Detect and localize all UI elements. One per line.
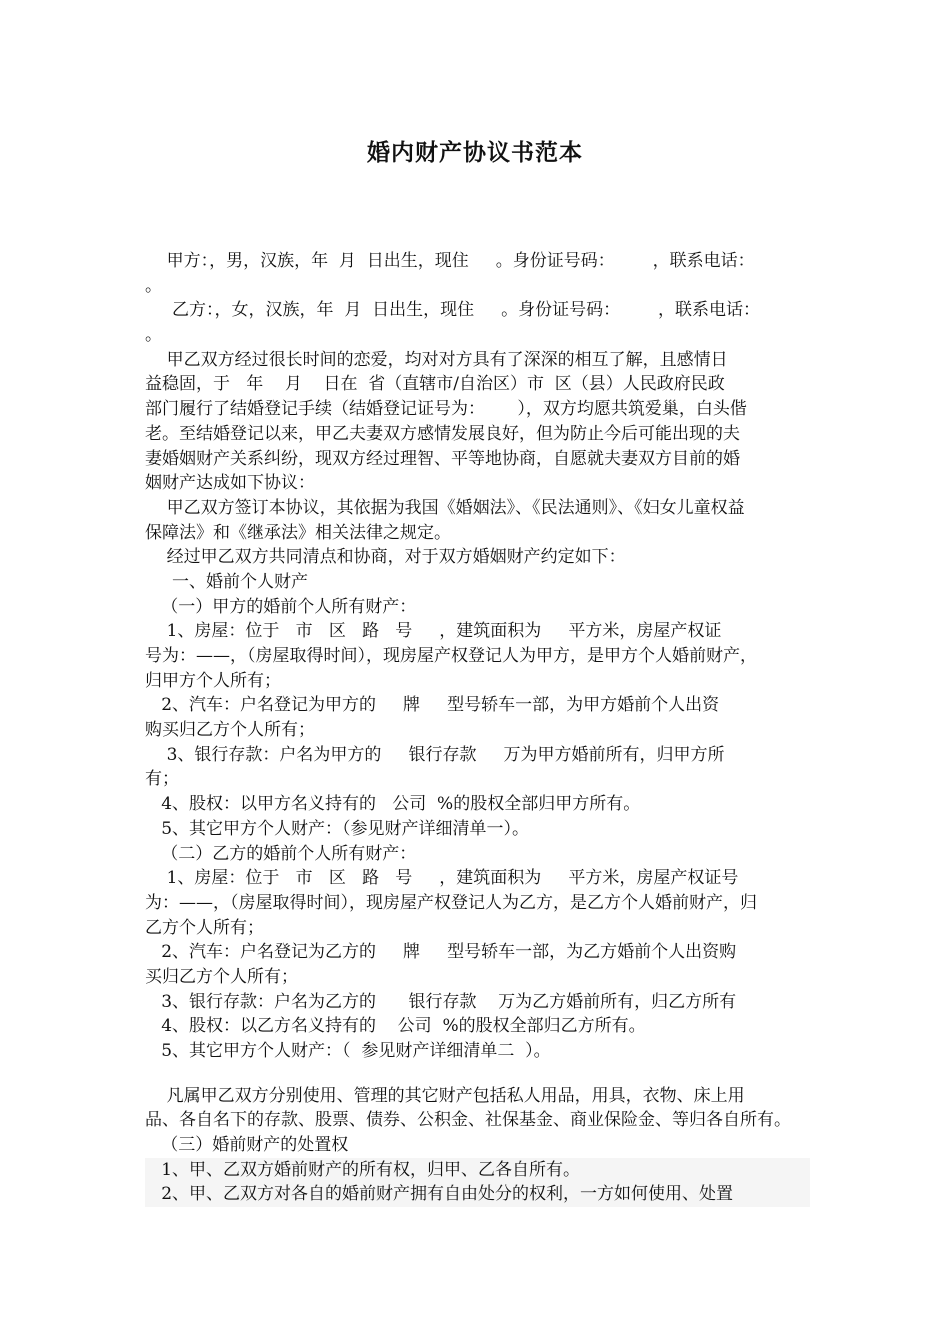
paragraph-line: 2、汽车：户名登记为甲方的 牌 型号轿车一部，为甲方婚前个人出资 [145,695,720,716]
paragraph-line: 益稳固，于 年 月 日在 省（直辖市/自治区）市 区（县）人民政府民政 [145,374,725,395]
paragraph-line: 号为：——，（房屋取得时间），现房屋产权登记人为甲方，是甲方个人婚前财产， [145,646,757,666]
paragraph-line: 部门履行了结婚登记手续（结婚登记证号为： ），双方均愿共筑爱巢，白头偕 [145,399,747,420]
paragraph-line: 买归乙方个人所有； [145,966,298,987]
paragraph-line: 1、甲、乙双方婚前财产的所有权，归甲、乙各自所有。 [145,1158,810,1183]
paragraph-line: 妻婚姻财产关系纠纷，现双方经过理智、平等地协商，自愿就夫妻双方目前的婚 [145,448,740,469]
paragraph-line [145,1064,810,1084]
paragraph-line: 2、甲、乙双方对各自的婚前财产拥有自由处分的权利，一方如何使用、处置 [145,1182,810,1207]
paragraph-line: 。 [145,275,162,296]
paragraph-line: 甲乙双方经过很长时间的恋爱，均对对方具有了深深的相互了解，且感情日 [145,349,728,370]
paragraph-line: 1、房屋：位于 市 区 路 号 ，建筑面积为 平方米，房屋产权证号 [145,868,739,889]
paragraph-line: （二）乙方的婚前个人所有财产： [145,843,417,864]
paragraph-line: 。 [145,325,162,346]
paragraph-line: 购买归乙方个人所有； [145,720,315,741]
paragraph-line: 乙方个人所有； [145,917,264,938]
paragraph-line: 4、股权：以甲方名义持有的 公司 %的股权全部归甲方所有。 [145,794,641,815]
paragraph-line: 凡属甲乙双方分别使用、管理的其它财产包括私人用品，用具，衣物、床上用 [145,1085,745,1106]
paragraph-line: （一）甲方的婚前个人所有财产： [145,596,417,617]
paragraph-line: 5、其它甲方个人财产：（ 参见财产详细清单二 ）。 [145,1041,551,1061]
paragraph-line: 2、汽车：户名登记为乙方的 牌 型号轿车一部，为乙方婚前个人出资购 [145,942,737,963]
document-body [145,249,810,1207]
paragraph-line: 归甲方个人所有； [145,670,281,691]
paragraph-line: 1、房屋：位于 市 区 路 号 ，建筑面积为 平方米，房屋产权证 [145,621,722,642]
paragraph-line: 老。至结婚登记以来，甲乙夫妻双方感情发展良好，但为防止今后可能出现的夫 [145,423,740,444]
paragraph-line: 乙方：，女，汉族，年 月 日出生，现住 。身份证号码： ，联系电话： [145,300,760,321]
document-title: 婚内财产协议书范本 [367,139,583,166]
paragraph-line: 甲方：，男，汉族，年 月 日出生，现住 。身份证号码： ，联系电话： [145,251,755,271]
paragraph-line: 姻财产达成如下协议： [145,473,315,494]
paragraph-line: 品、各自名下的存款、股票、债券、公积金、社保基金、商业保险金、等归各自所有。 [145,1110,791,1131]
paragraph-line: 一、婚前个人财产 [145,571,309,592]
paragraph-line: 甲乙双方签订本协议，其依据为我国《婚姻法》、《民法通则》、《妇女儿童权益 [145,497,745,518]
paragraph-line: 3、银行存款：户名为乙方的 银行存款 万为乙方婚前所有，归乙方所有 [145,991,737,1012]
paragraph-line: （三）婚前财产的处置权 [145,1135,349,1156]
paragraph-line: 4、股权：以乙方名义持有的 公司 %的股权全部归乙方所有。 [145,1016,646,1037]
paragraph-line: 为：——，（房屋取得时间），现房屋产权登记人为乙方，是乙方个人婚前财产，归 [145,892,757,913]
paragraph-line: 保障法》和《继承法》相关法律之规定。 [145,522,451,543]
paragraph-line: 经过甲乙双方共同清点和协商，对于双方婚姻财产约定如下： [145,547,626,568]
paragraph-line: 3、银行存款：户名为甲方的 银行存款 万为甲方婚前所有，归甲方所 [145,744,725,765]
paragraph-line: 有； [145,769,179,790]
paragraph-line: 5、其它甲方个人财产：（参见财产详细清单一）。 [145,818,530,839]
